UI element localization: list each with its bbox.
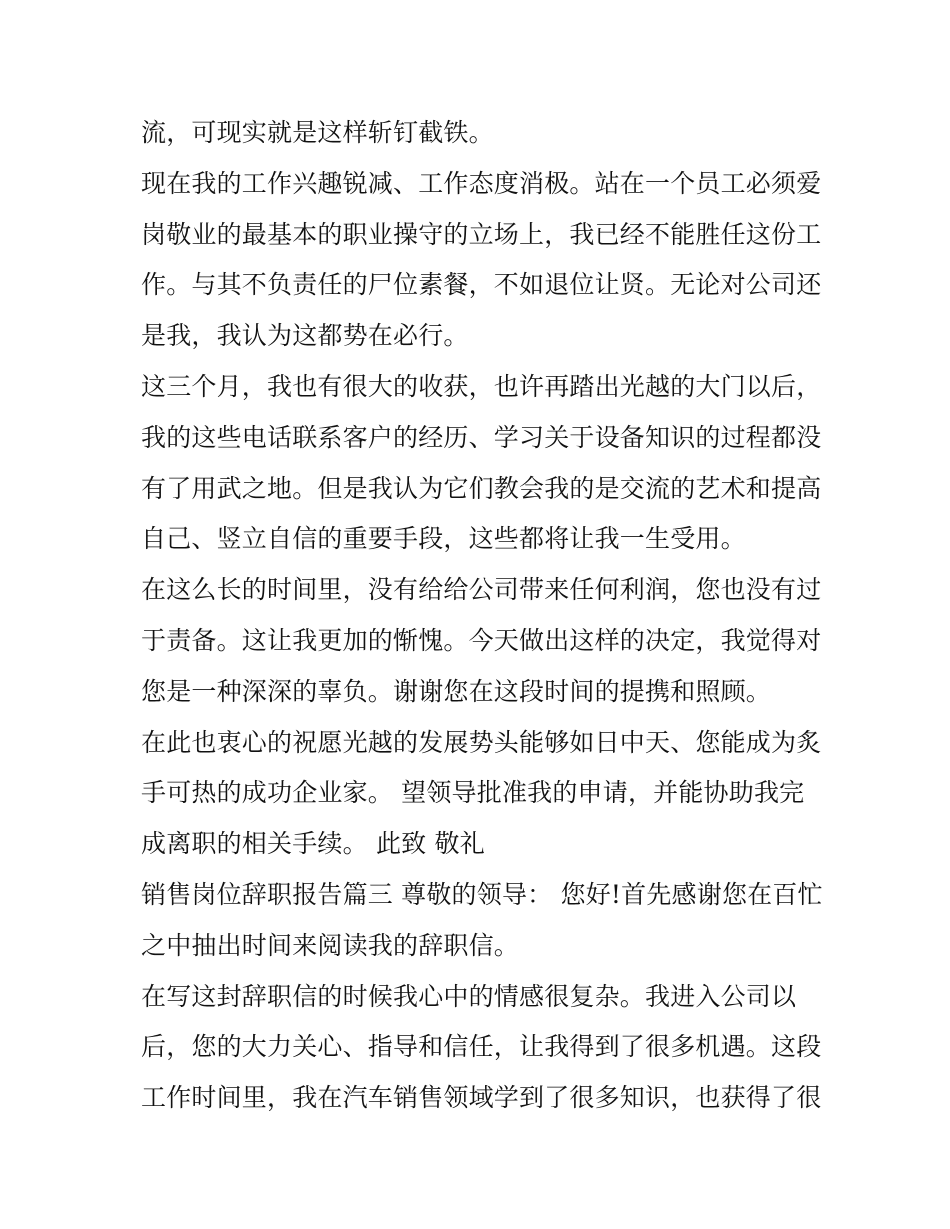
text-line: 之中抽出时间来阅读我的辞职信。 [141, 930, 520, 960]
text-line: 在此也衷心的祝愿光越的发展势头能够如日中天、您能成为炙 [141, 727, 822, 757]
text-line: 销售岗位辞职报告篇三 尊敬的领导： 您好!首先感谢您在百忙 [141, 879, 823, 909]
text-line: 岗敬业的最基本的职业操守的立场上，我已经不能胜任这份工 [141, 219, 822, 249]
text-line: 您是一种深深的辜负。谢谢您在这段时间的提携和照顾。 [141, 676, 772, 706]
text-line: 在写这封辞职信的时候我心中的情感很复杂。我进入公司以 [141, 981, 797, 1011]
text-line: 流，可现实就是这样斩钉截铁。 [141, 118, 494, 147]
text-line: 在这么长的时间里，没有给给公司带来任何利润，您也没有过 [141, 575, 822, 605]
text-line: 这三个月，我也有很大的收获，也许再踏出光越的大门以后， [141, 371, 822, 401]
text-line: 后，您的大力关心、指导和信任，让我得到了很多机遇。这段 [141, 1032, 822, 1062]
text-line: 于责备。这让我更加的惭愧。今天做出这样的决定，我觉得对 [141, 625, 822, 655]
text-line: 是我，我认为这都势在必行。 [141, 321, 469, 351]
text-line: 成离职的相关手续。 此致 敬礼 [141, 829, 485, 859]
document-body [141, 108, 821, 1124]
text-line: 工作时间里，我在汽车销售领域学到了很多知识，也获得了很 [141, 1083, 822, 1113]
text-line: 手可热的成功企业家。 望领导批准我的申请，并能协助我完 [141, 778, 805, 808]
text-line: 作。与其不负责任的尸位素餐，不如退位让贤。无论对公司还 [141, 270, 822, 300]
text-line: 我的这些电话联系客户的经历、学习关于设备知识的过程都没 [141, 422, 822, 452]
text-line: 现在我的工作兴趣锐减、工作态度消极。站在一个员工必须爱 [141, 168, 822, 198]
text-line: 有了用武之地。但是我认为它们教会我的是交流的艺术和提高 [141, 473, 822, 503]
text-line: 自己、竖立自信的重要手段，这些都将让我一生受用。 [141, 524, 746, 554]
